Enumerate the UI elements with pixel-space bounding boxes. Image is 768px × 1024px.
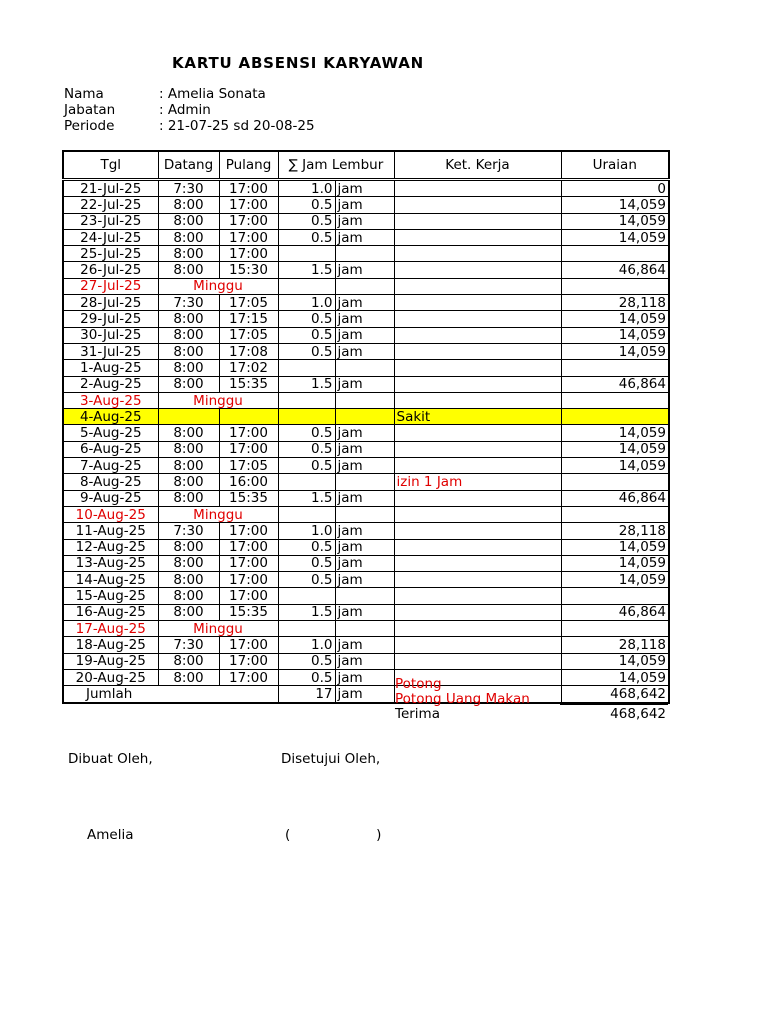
table-row <box>63 523 669 539</box>
cell-jam: 1.0 <box>278 637 335 653</box>
header-datang: Datang <box>158 151 219 180</box>
table-row <box>63 425 669 441</box>
table-header-row <box>63 151 669 180</box>
cell-uraian: 28,118 <box>561 637 669 653</box>
cell-jam: 0.5 <box>278 197 335 213</box>
header-jam-lembur: ∑ Jam Lembur <box>278 151 394 180</box>
cell-sunday-label: Minggu <box>158 506 278 522</box>
cell-datang: 8:00 <box>158 360 219 376</box>
cell-uraian <box>561 474 669 490</box>
dibuat-oleh-label: Dibuat Oleh, <box>68 751 153 767</box>
table-row <box>63 637 669 653</box>
cell-uraian <box>561 278 669 294</box>
table-row <box>63 555 669 571</box>
cell-tgl: 28-Jul-25 <box>63 295 158 311</box>
cell-tgl: 31-Jul-25 <box>63 343 158 359</box>
cell-ket <box>394 360 561 376</box>
cell-pulang: 17:00 <box>219 229 278 245</box>
cell-unit: jam <box>335 197 394 213</box>
cell-datang: 8:00 <box>158 441 219 457</box>
cell-unit: jam <box>335 262 394 278</box>
cell-jam <box>278 588 335 604</box>
cell-uraian: 14,059 <box>561 197 669 213</box>
cell-jam: 0.5 <box>278 343 335 359</box>
total-unit: jam <box>335 686 394 703</box>
cell-unit <box>335 588 394 604</box>
cell-datang: 8:00 <box>158 604 219 620</box>
cell-ket <box>394 621 561 637</box>
cell-jam <box>278 278 335 294</box>
cell-datang: 8:00 <box>158 555 219 571</box>
cell-uraian: 14,059 <box>561 539 669 555</box>
cell-tgl: 1-Aug-25 <box>63 360 158 376</box>
cell-ket <box>394 555 561 571</box>
table-row <box>63 180 669 197</box>
cell-pulang: 17:00 <box>219 197 278 213</box>
cell-jam <box>278 409 335 425</box>
cell-tgl: 18-Aug-25 <box>63 637 158 653</box>
table-row <box>63 197 669 213</box>
cell-uraian: 28,118 <box>561 523 669 539</box>
cell-ket <box>394 653 561 669</box>
cell-jam: 0.5 <box>278 441 335 457</box>
cell-ket <box>394 523 561 539</box>
cell-datang: 8:00 <box>158 539 219 555</box>
cell-unit: jam <box>335 604 394 620</box>
cell-tgl: 23-Jul-25 <box>63 213 158 229</box>
cell-datang: 8:00 <box>158 653 219 669</box>
table-row <box>63 392 669 408</box>
cell-tgl: 30-Jul-25 <box>63 327 158 343</box>
info-value: : 21-07-25 sd 20-08-25 <box>159 118 315 134</box>
table-row <box>63 246 669 262</box>
cell-jam: 0.5 <box>278 425 335 441</box>
cell-ket <box>394 376 561 392</box>
cell-ket <box>394 343 561 359</box>
cell-tgl: 19-Aug-25 <box>63 653 158 669</box>
cell-datang: 7:30 <box>158 637 219 653</box>
page-title: KARTU ABSENSI KARYAWAN <box>172 54 424 72</box>
cell-unit: jam <box>335 523 394 539</box>
cell-uraian: 14,059 <box>561 572 669 588</box>
cell-uraian <box>561 409 669 425</box>
cell-pulang: 17:00 <box>219 539 278 555</box>
cell-unit: jam <box>335 180 394 197</box>
cell-tgl: 21-Jul-25 <box>63 180 158 197</box>
cell-pulang: 17:00 <box>219 523 278 539</box>
cell-unit: jam <box>335 637 394 653</box>
cell-tgl: 13-Aug-25 <box>63 555 158 571</box>
table-row <box>63 262 669 278</box>
cell-jam: 0.5 <box>278 213 335 229</box>
cell-tgl: 5-Aug-25 <box>63 425 158 441</box>
cell-pulang: 15:35 <box>219 376 278 392</box>
cell-pulang: 17:05 <box>219 458 278 474</box>
cell-unit: jam <box>335 376 394 392</box>
cell-pulang: 17:05 <box>219 295 278 311</box>
cell-unit <box>335 392 394 408</box>
cell-tgl: 4-Aug-25 <box>63 409 158 425</box>
cell-unit: jam <box>335 295 394 311</box>
cell-tgl: 14-Aug-25 <box>63 572 158 588</box>
cell-ket <box>394 539 561 555</box>
cell-uraian: 28,118 <box>561 295 669 311</box>
cell-unit: jam <box>335 229 394 245</box>
cell-tgl: 10-Aug-25 <box>63 506 158 522</box>
attendance-table <box>62 150 670 704</box>
table-row <box>63 213 669 229</box>
cell-tgl: 12-Aug-25 <box>63 539 158 555</box>
cell-tgl: 26-Jul-25 <box>63 262 158 278</box>
cell-tgl: 15-Aug-25 <box>63 588 158 604</box>
cell-uraian: 14,059 <box>561 653 669 669</box>
cell-pulang: 17:00 <box>219 653 278 669</box>
cell-datang: 7:30 <box>158 523 219 539</box>
cell-ket <box>394 572 561 588</box>
cell-tgl: 29-Jul-25 <box>63 311 158 327</box>
cell-ket <box>394 311 561 327</box>
total-jam: 17 <box>278 686 335 703</box>
cell-jam: 0.5 <box>278 669 335 685</box>
cell-datang: 8:00 <box>158 229 219 245</box>
cell-pulang: 15:30 <box>219 262 278 278</box>
cell-datang: 8:00 <box>158 588 219 604</box>
cell-unit <box>335 360 394 376</box>
cell-datang: 8:00 <box>158 327 219 343</box>
cell-pulang: 17:00 <box>219 669 278 685</box>
cell-pulang: 17:00 <box>219 441 278 457</box>
cell-datang: 8:00 <box>158 474 219 490</box>
header-uraian: Uraian <box>561 151 669 180</box>
cell-uraian: 14,059 <box>561 441 669 457</box>
cell-jam <box>278 474 335 490</box>
cell-unit <box>335 621 394 637</box>
cell-jam: 0.5 <box>278 458 335 474</box>
disetujui-oleh-label: Disetujui Oleh, <box>281 751 381 767</box>
table-row <box>63 295 669 311</box>
cell-jam: 0.5 <box>278 555 335 571</box>
cell-uraian <box>561 621 669 637</box>
cell-uraian: 14,059 <box>561 327 669 343</box>
info-value: : Admin <box>159 102 211 118</box>
cell-tgl: 11-Aug-25 <box>63 523 158 539</box>
cell-unit: jam <box>335 441 394 457</box>
table-row <box>63 572 669 588</box>
info-label: Jabatan <box>64 102 116 118</box>
header-ket-kerja: Ket. Kerja <box>394 151 561 180</box>
cell-ket <box>394 392 561 408</box>
cell-ket <box>394 425 561 441</box>
cell-uraian: 14,059 <box>561 669 669 685</box>
cell-ket <box>394 213 561 229</box>
cell-datang: 8:00 <box>158 343 219 359</box>
cell-uraian: 14,059 <box>561 343 669 359</box>
cell-tgl: 9-Aug-25 <box>63 490 158 506</box>
cell-jam: 0.5 <box>278 327 335 343</box>
cell-jam: 0.5 <box>278 539 335 555</box>
cell-unit <box>335 246 394 262</box>
potong-uang-makan-label: Potong Uang Makan <box>395 691 530 707</box>
cell-tgl: 3-Aug-25 <box>63 392 158 408</box>
disetujui-name: ( ) <box>285 827 382 843</box>
cell-pulang: 17:00 <box>219 555 278 571</box>
cell-jam: 1.0 <box>278 180 335 197</box>
cell-pulang: 17:02 <box>219 360 278 376</box>
cell-uraian: 46,864 <box>561 262 669 278</box>
cell-datang: 7:30 <box>158 180 219 197</box>
table-row <box>63 229 669 245</box>
info-label: Periode <box>64 118 115 134</box>
cell-unit <box>335 409 394 425</box>
cell-sunday-label: Minggu <box>158 278 278 294</box>
cell-unit: jam <box>335 669 394 685</box>
header-pulang: Pulang <box>219 151 278 180</box>
terima-label: Terima <box>395 706 440 722</box>
cell-unit: jam <box>335 458 394 474</box>
cell-jam: 1.0 <box>278 523 335 539</box>
cell-uraian: 14,059 <box>561 229 669 245</box>
table-row <box>63 343 669 359</box>
cell-pulang: 17:00 <box>219 246 278 262</box>
cell-unit: jam <box>335 555 394 571</box>
cell-ket <box>394 197 561 213</box>
table-row <box>63 653 669 669</box>
cell-unit: jam <box>335 213 394 229</box>
cell-jam <box>278 360 335 376</box>
cell-pulang: 17:05 <box>219 327 278 343</box>
table-row <box>63 376 669 392</box>
total-row <box>63 686 669 703</box>
cell-uraian: 14,059 <box>561 458 669 474</box>
cell-ket <box>394 458 561 474</box>
cell-datang: 8:00 <box>158 458 219 474</box>
table-row <box>63 506 669 522</box>
cell-tgl: 8-Aug-25 <box>63 474 158 490</box>
cell-datang: 8:00 <box>158 197 219 213</box>
table-row <box>63 474 669 490</box>
cell-uraian: 14,059 <box>561 555 669 571</box>
cell-tgl: 22-Jul-25 <box>63 197 158 213</box>
cell-datang: 8:00 <box>158 669 219 685</box>
cell-pulang: 17:00 <box>219 425 278 441</box>
cell-uraian: 46,864 <box>561 490 669 506</box>
cell-jam: 1.5 <box>278 376 335 392</box>
cell-datang: 7:30 <box>158 295 219 311</box>
table-row <box>63 669 669 685</box>
cell-ket <box>394 441 561 457</box>
table-row <box>63 490 669 506</box>
cell-sunday-label: Minggu <box>158 621 278 637</box>
cell-jam <box>278 506 335 522</box>
cell-uraian <box>561 588 669 604</box>
cell-pulang: 17:00 <box>219 588 278 604</box>
cell-datang: 8:00 <box>158 425 219 441</box>
cell-unit <box>335 474 394 490</box>
cell-datang: 8:00 <box>158 490 219 506</box>
cell-unit: jam <box>335 572 394 588</box>
cell-unit: jam <box>335 425 394 441</box>
cell-ket <box>394 246 561 262</box>
cell-uraian: 46,864 <box>561 376 669 392</box>
total-label: Jumlah <box>63 686 278 703</box>
cell-uraian: 14,059 <box>561 311 669 327</box>
cell-tgl: 16-Aug-25 <box>63 604 158 620</box>
info-label: Nama <box>64 86 104 102</box>
table-row <box>63 278 669 294</box>
table-row <box>63 588 669 604</box>
cell-datang: 8:00 <box>158 572 219 588</box>
cell-tgl: 2-Aug-25 <box>63 376 158 392</box>
info-value: : Amelia Sonata <box>159 86 266 102</box>
cell-pulang: 15:35 <box>219 490 278 506</box>
cell-unit <box>335 506 394 522</box>
cell-ket <box>394 262 561 278</box>
cell-datang: 8:00 <box>158 262 219 278</box>
table-row <box>63 621 669 637</box>
table-row <box>63 360 669 376</box>
cell-jam: 0.5 <box>278 572 335 588</box>
cell-uraian <box>561 392 669 408</box>
cell-jam <box>278 392 335 408</box>
cell-uraian <box>561 360 669 376</box>
cell-pulang: 17:00 <box>219 572 278 588</box>
cell-tgl: 7-Aug-25 <box>63 458 158 474</box>
cell-uraian <box>561 246 669 262</box>
dibuat-name: Amelia <box>87 827 134 843</box>
cell-tgl: 17-Aug-25 <box>63 621 158 637</box>
cell-uraian <box>561 506 669 522</box>
cell-jam: 1.0 <box>278 295 335 311</box>
cell-jam: 1.5 <box>278 262 335 278</box>
cell-unit: jam <box>335 311 394 327</box>
cell-jam: 1.5 <box>278 604 335 620</box>
table-row <box>63 539 669 555</box>
cell-tgl: 6-Aug-25 <box>63 441 158 457</box>
cell-tgl: 25-Jul-25 <box>63 246 158 262</box>
cell-jam <box>278 621 335 637</box>
cell-ket: izin 1 Jam <box>394 474 561 490</box>
table-row <box>63 604 669 620</box>
cell-jam: 0.5 <box>278 653 335 669</box>
potong-label: Potong <box>395 676 442 692</box>
cell-datang: 8:00 <box>158 246 219 262</box>
table-row <box>63 441 669 457</box>
cell-uraian: 0 <box>561 180 669 197</box>
subtotal-divider <box>560 704 668 705</box>
cell-ket <box>394 490 561 506</box>
cell-unit: jam <box>335 343 394 359</box>
cell-pulang: 17:00 <box>219 213 278 229</box>
cell-datang: 8:00 <box>158 213 219 229</box>
table-row <box>63 311 669 327</box>
cell-unit: jam <box>335 327 394 343</box>
terima-value: 468,642 <box>610 706 666 722</box>
cell-datang: 8:00 <box>158 376 219 392</box>
header-tgl: Tgl <box>63 151 158 180</box>
cell-ket <box>394 588 561 604</box>
cell-pulang: 17:00 <box>219 637 278 653</box>
cell-unit <box>335 278 394 294</box>
cell-jam: 1.5 <box>278 490 335 506</box>
cell-unit: jam <box>335 653 394 669</box>
cell-pulang: 17:00 <box>219 180 278 197</box>
cell-tgl: 24-Jul-25 <box>63 229 158 245</box>
cell-pulang: 15:35 <box>219 604 278 620</box>
cell-ket: Sakit <box>394 409 561 425</box>
cell-sunday-label: Minggu <box>158 392 278 408</box>
cell-pulang: 17:15 <box>219 311 278 327</box>
cell-tgl: 20-Aug-25 <box>63 669 158 685</box>
cell-ket <box>394 327 561 343</box>
cell-datang <box>158 409 219 425</box>
table-row <box>63 409 669 425</box>
cell-uraian: 46,864 <box>561 604 669 620</box>
cell-ket <box>394 229 561 245</box>
cell-pulang: 16:00 <box>219 474 278 490</box>
cell-unit: jam <box>335 490 394 506</box>
cell-ket <box>394 637 561 653</box>
table-body <box>63 180 669 703</box>
cell-ket <box>394 278 561 294</box>
cell-pulang <box>219 409 278 425</box>
cell-jam <box>278 246 335 262</box>
cell-ket <box>394 295 561 311</box>
table-row <box>63 458 669 474</box>
cell-ket <box>394 604 561 620</box>
total-uraian: 468,642 <box>561 686 669 703</box>
cell-ket <box>394 180 561 197</box>
cell-datang: 8:00 <box>158 311 219 327</box>
cell-tgl: 27-Jul-25 <box>63 278 158 294</box>
cell-uraian: 14,059 <box>561 213 669 229</box>
cell-uraian: 14,059 <box>561 425 669 441</box>
table-row <box>63 327 669 343</box>
cell-ket <box>394 506 561 522</box>
cell-jam: 0.5 <box>278 311 335 327</box>
cell-pulang: 17:08 <box>219 343 278 359</box>
cell-unit: jam <box>335 539 394 555</box>
cell-jam: 0.5 <box>278 229 335 245</box>
